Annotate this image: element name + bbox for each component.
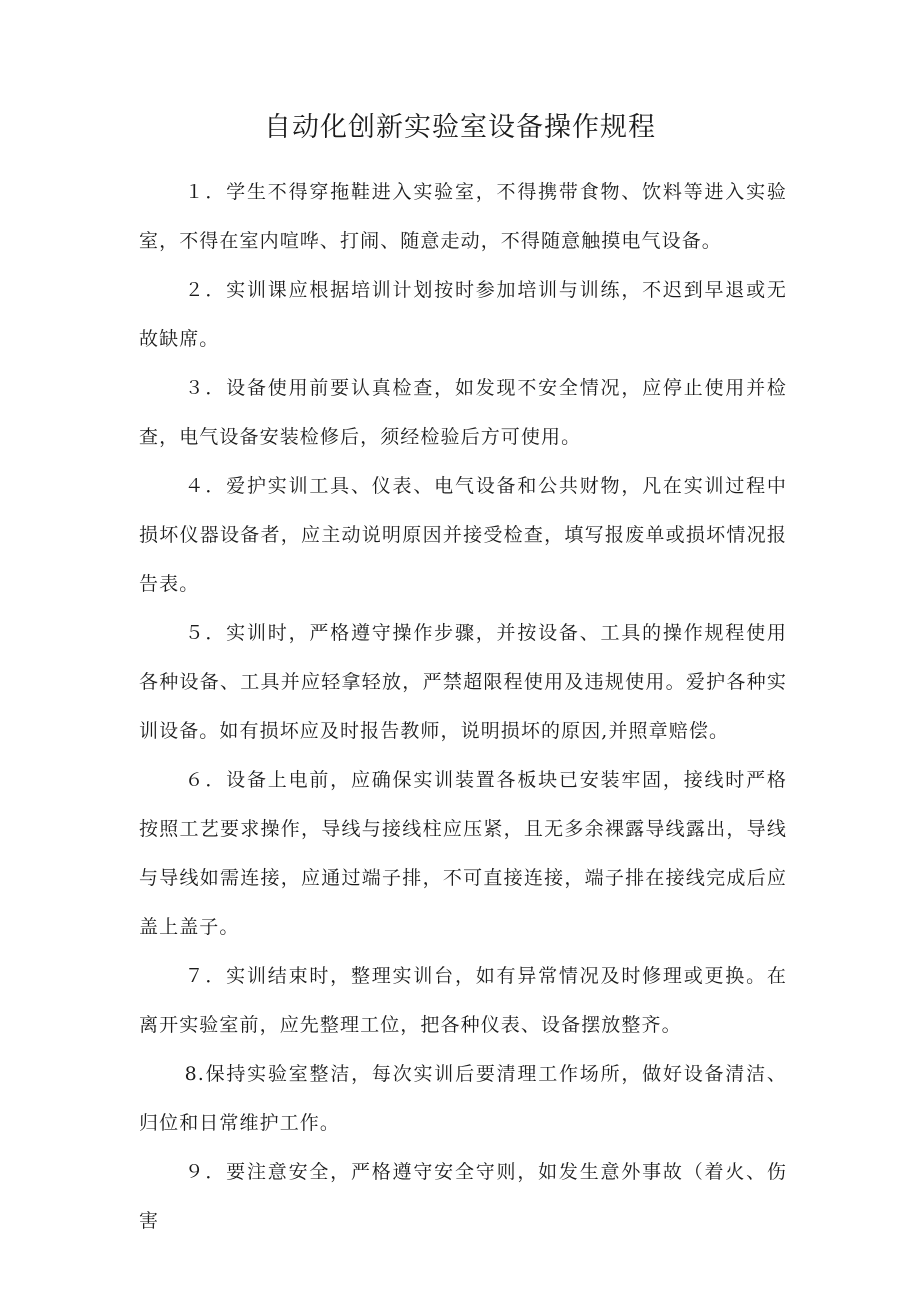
rule-paragraph-4: ４．爱护实训工具、仪表、电气设备和公共财物，凡在实训过程中损坏仪器设备者，应主动说明原因并接受检查，填写报废单或损坏情况报告表。	[139, 475, 787, 595]
rule-paragraph-2: ２．实训课应根据培训计划按时参加培训与训练，不迟到早退或无故缺席。	[139, 279, 787, 350]
rule-paragraph-6: ６．设备上电前，应确保实训装置各板块已安装牢固，接线时严格按照工艺要求操作，导线与接线柱应压紧，且无多余裸露导线露出，导线与导线如需连接，应通过端子排，不可直接连接，端子排在接线完成后应盖上盖子。	[139, 769, 787, 938]
rule-paragraph-5: ５．实训时，严格遵守操作步骤，并按设备、工具的操作规程使用各种设备、工具并应轻拿轻放，严禁超限程使用及违规使用。爱护各种实训设备。如有损坏应及时报告教师，说明损坏的原因,并照章赔偿。	[139, 622, 787, 742]
rule-paragraph-1: １．学生不得穿拖鞋进入实验室，不得携带食物、饮料等进入实验室，不得在室内喧哗、打闹、随意走动，不得随意触摸电气设备。	[139, 181, 787, 252]
rule-paragraph-9: ９．要注意安全，严格遵守安全守则，如发生意外事故（着火、伤害	[139, 1161, 787, 1232]
rule-paragraph-8: 8.保持实验室整洁，每次实训后要清理工作场所，做好设备清洁、归位和日常维护工作。	[139, 1063, 787, 1134]
document-body	[139, 168, 787, 1246]
rule-paragraph-3: ３．设备使用前要认真检查，如发现不安全情况，应停止使用并检查，电气设备安装检修后，须经检验后方可使用。	[139, 377, 787, 448]
document-title: 自动化创新实验室设备操作规程	[264, 112, 656, 143]
rule-paragraph-7: ７．实训结束时，整理实训台，如有异常情况及时修理或更换。在离开实验室前，应先整理工位，把各种仪表、设备摆放整齐。	[139, 965, 787, 1036]
